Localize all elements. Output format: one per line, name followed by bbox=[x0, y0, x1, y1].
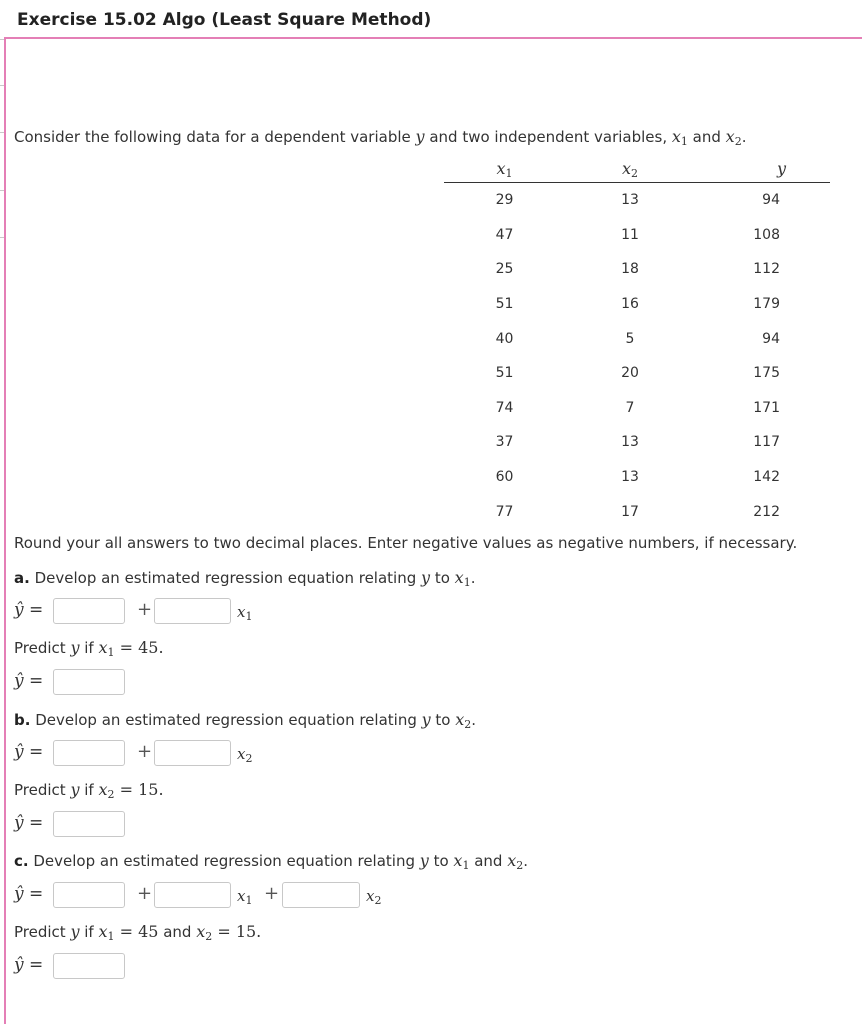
part-b-prediction bbox=[14, 811, 134, 841]
part-c-equation bbox=[14, 882, 394, 912]
cell-x2: 13 bbox=[621, 434, 639, 451]
part-a-predict-prompt: Predict y if $x_1 = 45$. bbox=[14, 638, 164, 659]
part-b-prediction-input[interactable] bbox=[53, 811, 125, 837]
yhat-symbol: ŷ bbox=[14, 742, 24, 762]
x1-variable: $x_1$ bbox=[237, 603, 253, 623]
cell-x1: 25 bbox=[495, 261, 514, 278]
data-table bbox=[444, 154, 830, 529]
cell-x1: 60 bbox=[495, 469, 514, 486]
part-c-predict-prompt: Predict y if $x_1 = 45$ and $x_2 = 15$. bbox=[14, 922, 262, 943]
equals-sign: = bbox=[29, 813, 44, 833]
cell-x1: 51 bbox=[495, 296, 514, 313]
plus-sign: + bbox=[137, 599, 153, 620]
part-b-predict-prompt: Predict y if $x_2 = 15$. bbox=[14, 780, 164, 801]
x1-variable: $x_1$ bbox=[237, 887, 253, 907]
cell-y: 117 bbox=[753, 434, 780, 451]
cell-y: 171 bbox=[753, 399, 780, 416]
x2-variable: $x_2$ bbox=[366, 887, 382, 907]
table-row bbox=[444, 183, 830, 218]
cell-y: 175 bbox=[753, 365, 780, 382]
table-row bbox=[444, 287, 830, 322]
header-x2: $x_2$ bbox=[565, 154, 695, 183]
cell-x2: 13 bbox=[621, 192, 639, 209]
equals-sign: = bbox=[29, 671, 44, 691]
exercise-title: Exercise 15.02 Algo (Least Square Method) bbox=[17, 10, 432, 30]
cell-x1: 37 bbox=[495, 434, 514, 451]
yhat-symbol: ŷ bbox=[14, 884, 24, 904]
yhat-symbol: ŷ bbox=[14, 600, 24, 620]
part-a-intercept-input[interactable] bbox=[53, 598, 125, 624]
part-b-equation bbox=[14, 740, 264, 770]
yhat-symbol: ŷ bbox=[14, 813, 24, 833]
cell-x2: 16 bbox=[621, 296, 639, 313]
cell-x1: 47 bbox=[495, 226, 514, 243]
yhat-symbol: ŷ bbox=[14, 671, 24, 691]
cell-x1: 40 bbox=[495, 330, 514, 347]
part-c-slope-x1-input[interactable] bbox=[154, 882, 231, 908]
cell-y: 108 bbox=[753, 226, 780, 243]
cell-y: 212 bbox=[753, 503, 780, 520]
table-row bbox=[444, 391, 830, 426]
cell-x1: 51 bbox=[495, 365, 514, 382]
part-b-intercept-input[interactable] bbox=[53, 740, 125, 766]
part-a-slope-x1-input[interactable] bbox=[154, 598, 231, 624]
x2-variable: $x_2$ bbox=[237, 745, 253, 765]
part-a-prediction-input[interactable] bbox=[53, 669, 125, 695]
part-c-intercept-input[interactable] bbox=[53, 882, 125, 908]
cell-y: 94 bbox=[762, 192, 780, 209]
cell-y: 179 bbox=[753, 296, 780, 313]
cell-x1: 77 bbox=[495, 503, 514, 520]
table-row bbox=[444, 321, 830, 356]
table-row bbox=[444, 356, 830, 391]
plus-sign: + bbox=[137, 741, 153, 762]
cell-x2: 20 bbox=[621, 365, 639, 382]
table-row bbox=[444, 252, 830, 287]
left-border bbox=[4, 37, 6, 1024]
cell-x2: 18 bbox=[621, 261, 639, 278]
plus-sign: + bbox=[137, 883, 153, 904]
part-b-prompt: b. Develop an estimated regression equation relating y to $x_2$. bbox=[14, 710, 477, 731]
header-y: y bbox=[695, 154, 830, 183]
cell-x2: 13 bbox=[621, 469, 639, 486]
cell-x2: 5 bbox=[625, 330, 635, 347]
part-a-prompt: a. Develop an estimated regression equation relating y to $x_1$. bbox=[14, 568, 476, 589]
cell-x1: 29 bbox=[495, 192, 514, 209]
cell-x2: 17 bbox=[621, 503, 639, 520]
part-c-slope-x2-input[interactable] bbox=[282, 882, 360, 908]
table-header-row bbox=[444, 154, 830, 183]
intro-text: Consider the following data for a dependent variable y and two independent variables, $x_1$ and $x_2$. bbox=[14, 127, 747, 148]
equals-sign: = bbox=[29, 884, 44, 904]
header-divider bbox=[4, 37, 862, 39]
cell-x2: 7 bbox=[625, 399, 635, 416]
table-row bbox=[444, 425, 830, 460]
table-row bbox=[444, 460, 830, 495]
cell-y: 112 bbox=[753, 261, 780, 278]
part-c-prediction-input[interactable] bbox=[53, 953, 125, 979]
table-row bbox=[444, 218, 830, 253]
cell-y: 142 bbox=[753, 469, 780, 486]
table-row bbox=[444, 494, 830, 529]
header-x1: $x_1$ bbox=[444, 154, 565, 183]
part-a-prediction bbox=[14, 669, 134, 699]
equals-sign: = bbox=[29, 600, 44, 620]
cell-y: 94 bbox=[762, 330, 780, 347]
cell-x2: 11 bbox=[621, 226, 639, 243]
equals-sign: = bbox=[29, 955, 44, 975]
part-c-prediction bbox=[14, 953, 134, 983]
instructions-text: Round your all answers to two decimal places. Enter negative values as negative numbers, if necessary. bbox=[14, 534, 798, 552]
part-c-prompt: c. Develop an estimated regression equation relating y to $x_1$ and $x_2$. bbox=[14, 851, 529, 872]
part-b-slope-x2-input[interactable] bbox=[154, 740, 231, 766]
plus-sign: + bbox=[264, 883, 280, 904]
equals-sign: = bbox=[29, 742, 44, 762]
yhat-symbol: ŷ bbox=[14, 955, 24, 975]
cell-x1: 74 bbox=[495, 399, 514, 416]
part-a-equation bbox=[14, 598, 264, 628]
